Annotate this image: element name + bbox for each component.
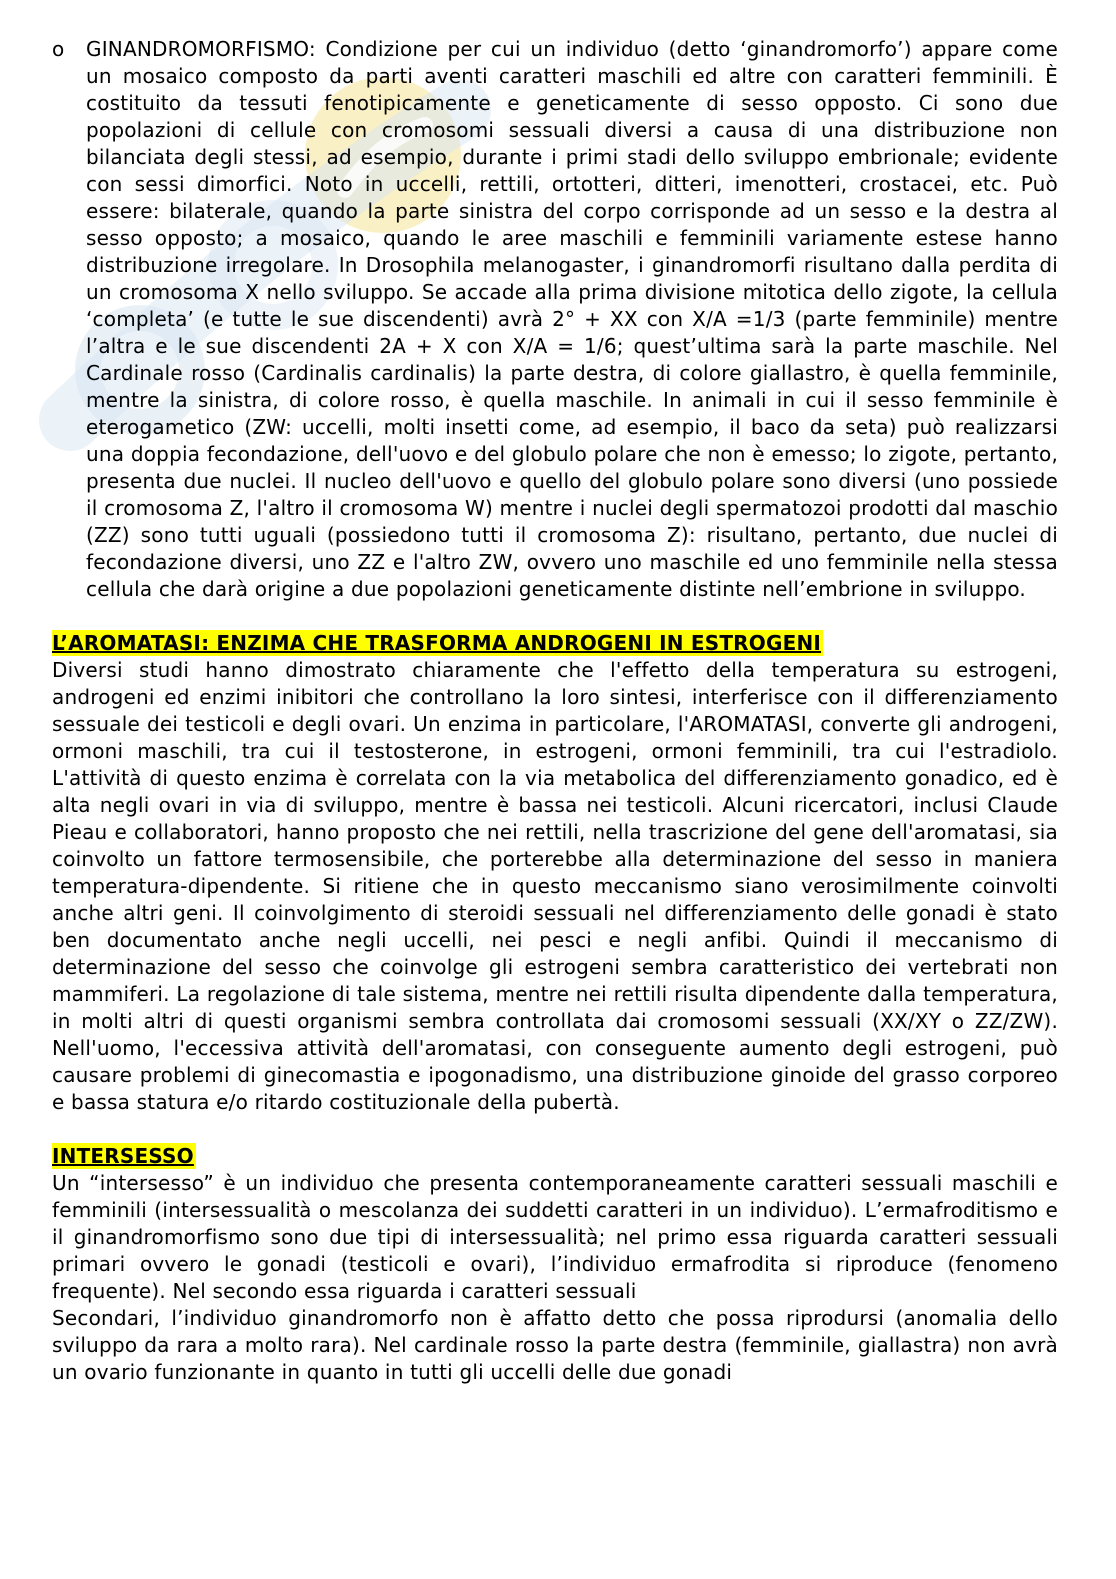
- bullet-item-ginandromorfismo: [52, 36, 1058, 603]
- bullet-marker: o: [52, 37, 65, 61]
- heading-aromatasi: [52, 630, 1058, 657]
- paragraph-aromatasi: Diversi studi hanno dimostrato chiaramente che l'effetto della temperatura su estrogeni, androgeni ed enzimi inibitori che controllano la loro sintesi, interferisce con il differenziamento sessuale dei testicoli e degli ovari. Un enzima in particolare, l'AROMATASI, converte gli androgeni, ormoni maschili, tra cui il testosterone, in estrogeni, ormoni femminili, tra cui l'estradiolo. L'attività di questo enzima è correlata con la via metabolica del differenziamento gonadico, ed è alta negli ovari in via di sviluppo, mentre è bassa nei testicoli. Alcuni ricercatori, inclusi Claude Pieau e collaboratori, hanno proposto che nei rettili, nella trascrizione del gene dell'aromatasi, sia coinvolto un fattore termosensibile, che porterebbe alla determinazione del sesso in maniera temperatura-dipendente. Si ritiene che in questo meccanismo siano verosimilmente coinvolti anche altri geni. Il coinvolgimento di steroidi sessuali nel differenziamento delle gonadi è stato ben documentato anche negli uccelli, nei pesci e negli anfibi. Quindi il meccanismo di determinazione del sesso che coinvolge gli estrogeni sembra caratteristico dei vertebrati non mammiferi. La regolazione di tale sistema, mentre nei rettili risulta dipendente dalla temperatura, in molti altri di questi organismi sembra controllata dai cromosomi sessuali (XX/XY o ZZ/ZW). Nell'uomo, l'eccessiva attività dell'aromatasi, con conseguente aumento degli estrogeni, può causare problemi di ginecomastia e ipogonadismo, una distribuzione ginoide del grasso corporeo e bassa statura e/o ritardo costituzionale della pubertà.: [52, 658, 1058, 1114]
- paragraph-intersesso: Un “intersesso” è un individuo che presenta contemporaneamente caratteri sessuali maschili e femminili (intersessualità o mescolanza dei suddetti caratteri in un individuo). L’ermafroditismo e il ginandromorfismo sono due tipi di intersessualità; nel primo essa riguarda caratteri sessuali primari ovvero le gonadi (testicoli e ovari), l’individuo ermafrodita si riproduce (fenomeno frequente). Nel secondo essa riguarda i caratteri sessuali: [52, 1171, 1058, 1303]
- heading-intersesso-text: INTERSESSO: [52, 1144, 194, 1168]
- heading-aromatasi-text: L’AROMATASI: ENZIMA CHE TRASFORMA ANDROGENI IN ESTROGENI: [52, 631, 822, 655]
- paragraph-secondari: Secondari, l’individuo ginandromorfo non è affatto detto che possa riprodursi (anomalia dello sviluppo da rara a molto rara). Nel cardinale rosso la parte destra (femminile, giallastra) non avrà un ovario funzionante in quanto in tutti gli uccelli delle due gonadi: [52, 1306, 1058, 1384]
- paragraph-ginandromorfismo: GINANDROMORFISMO: Condizione per cui un individuo (detto ‘ginandromorfo’) appare come un mosaico composto da parti aventi caratteri maschili ed altre con caratteri femminili. È costituito da tessuti fenotipicamente e geneticamente di sesso opposto. Ci sono due popolazioni di cellule con cromosomi sessuali diversi a causa di una distribuzione non bilanciata degli stessi, ad esempio, durante i primi stadi dello sviluppo embrionale; evidente con sessi dimorfici. Noto in uccelli, rettili, ortotteri, ditteri, imenotteri, crostacei, etc. Può essere: bilaterale, quando la parte sinistra del corpo corrisponde ad un sesso e la destra al sesso opposto; a mosaico, quando le aree maschili e femminili variamente estese hanno distribuzione irregolare. In Drosophila melanogaster, i ginandromorfi risultano dalla perdita di un cromosoma X nello sviluppo. Se accade alla prima divisione mitotica dello zigote, la cellula ‘completa’ (e tutte le sue discendenti) avrà 2° + XX con X/A =1/3 (parte femminile) mentre l’altra e le sue discendenti 2A + X con X/A = 1/6; quest’ultima sarà la parte maschile. Nel Cardinale rosso (Cardinalis cardinalis) la parte destra, di colore giallastro, è quella femminile, mentre la sinistra, di colore rosso, è quella maschile. In animali in cui il sesso femminile è eterogametico (ZW: uccelli, molti insetti come, ad esempio, il baco da seta) può realizzarsi una doppia fecondazione, dell'uovo e del globulo polare che non è emesso; lo zigote, pertanto, presenta due nuclei. Il nucleo dell'uovo e quello del globulo polare sono diversi (uno possiede il cromosoma Z, l'altro il cromosoma W) mentre i nuclei degli spermatozoi prodotti dal maschio (ZZ) sono tutti uguali (possiedono tutti il cromosoma Z): risultano, pertanto, due nuclei di fecondazione diversi, uno ZZ e l'altro ZW, ovvero uno maschile ed uno femminile nella stessa cellula che darà origine a due popolazioni geneticamente distinte nell’embrione in sviluppo.: [86, 37, 1058, 601]
- heading-intersesso: [52, 1143, 1058, 1170]
